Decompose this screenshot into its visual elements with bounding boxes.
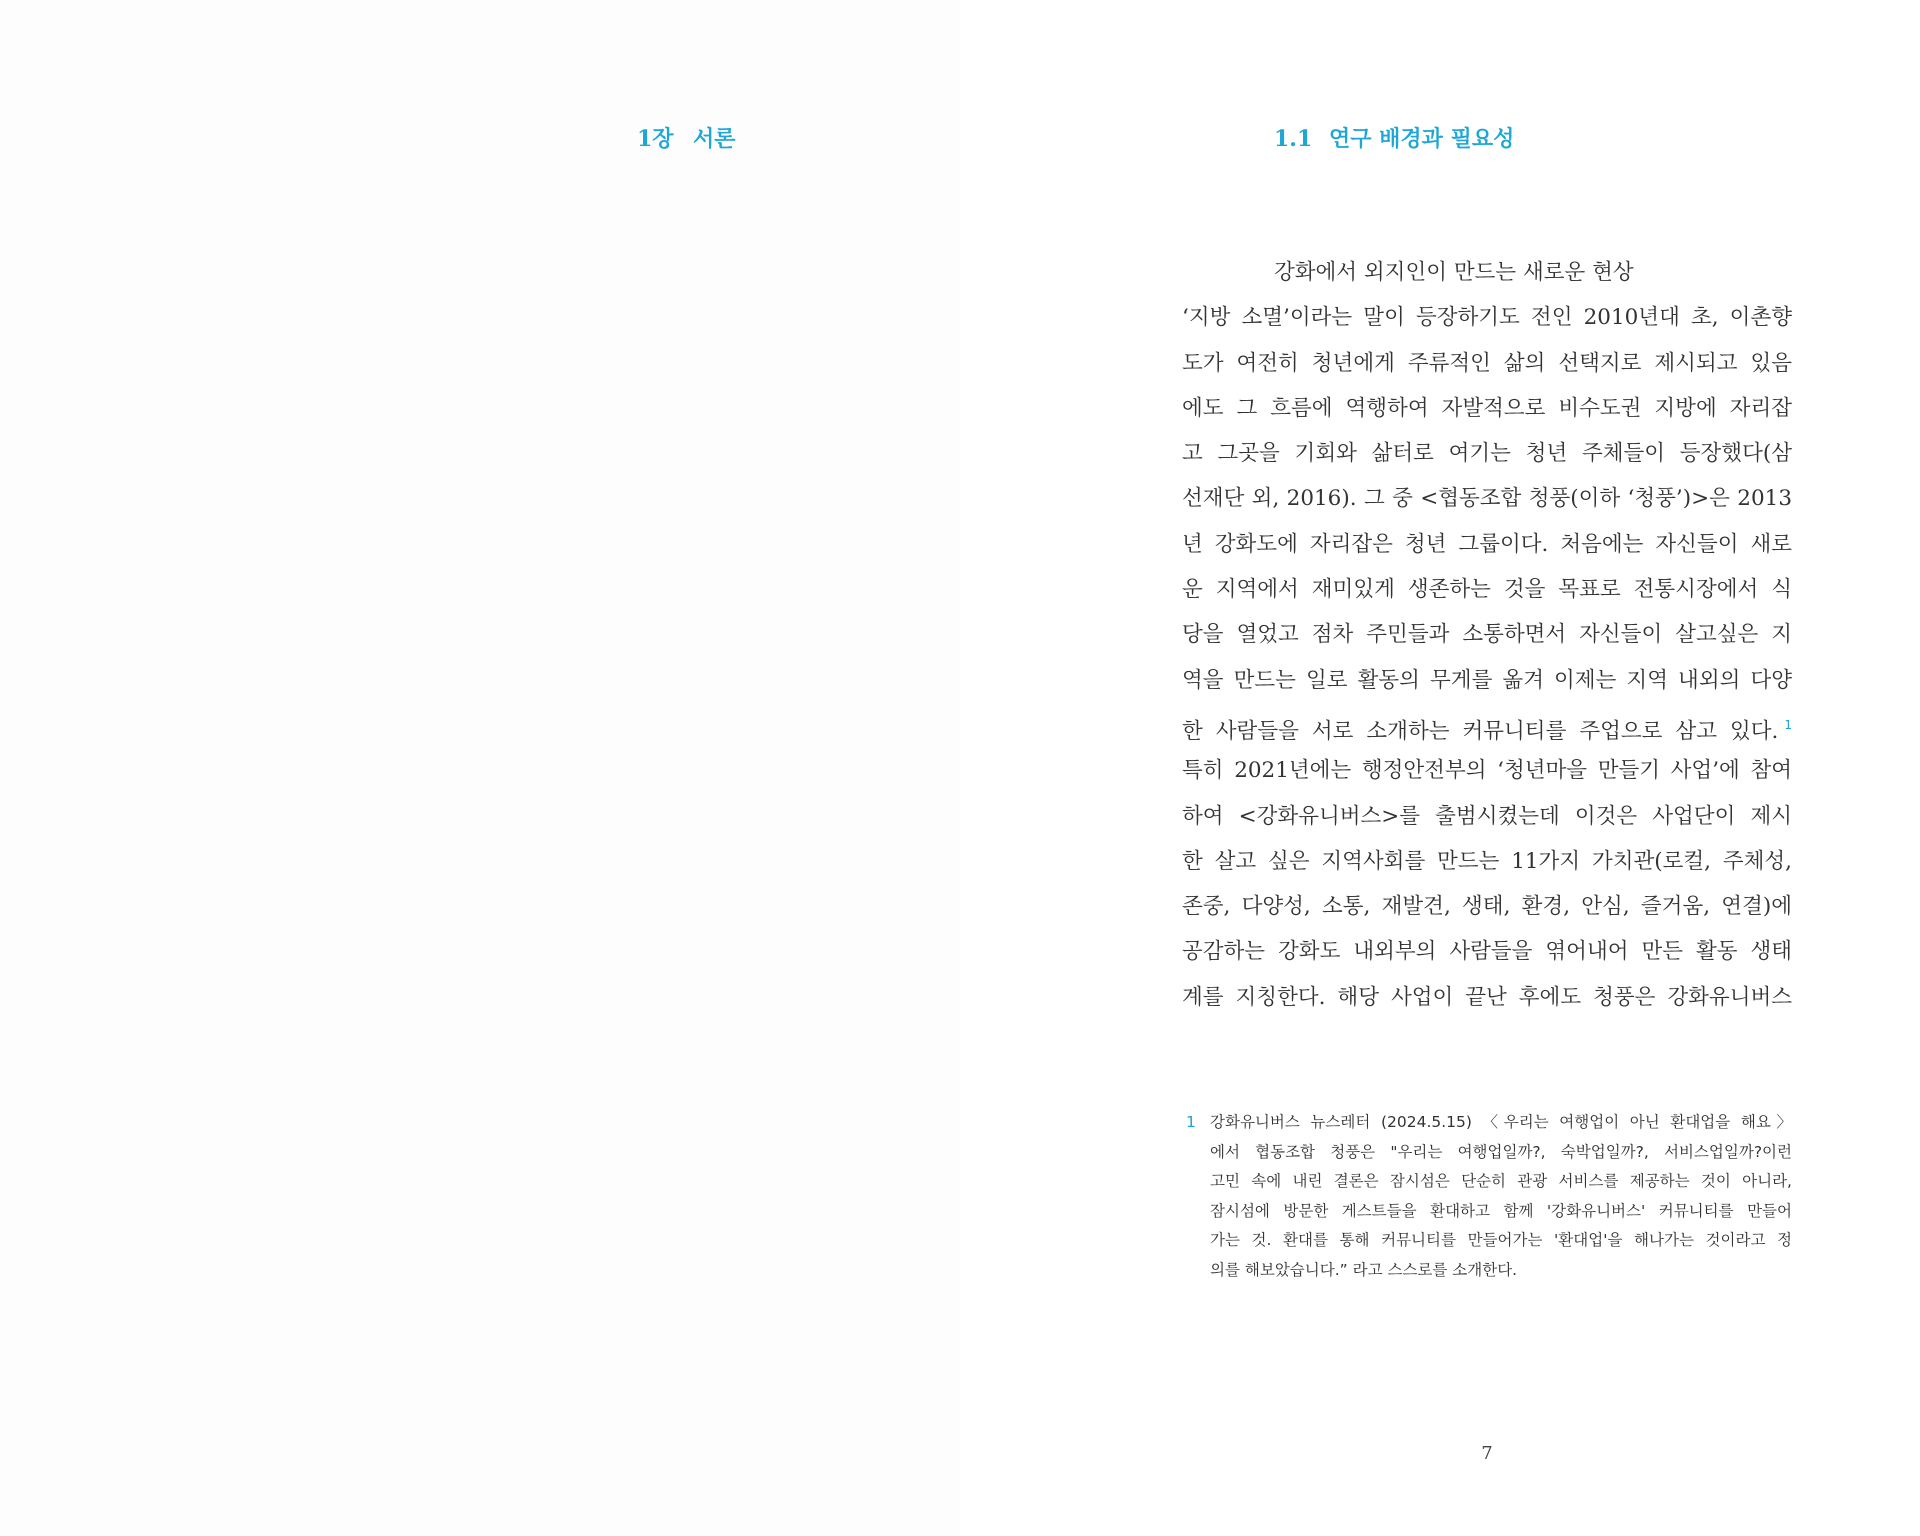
footnote-line: 고민 속에 내린 결론은 잠시섬은 단순히 관광 서비스를 제공하는 것이 아니라, (1210, 1172, 1792, 1190)
body-line-with-footnote (1182, 703, 1792, 748)
page-number: 7 (1481, 1443, 1493, 1464)
section-title: 연구 배경과 필요성 (1329, 126, 1515, 152)
body-line: 도가 여전히 청년에게 주류적인 삶의 선택지로 제시되고 있음 (1182, 350, 1792, 376)
footnote-line: 잠시섬에 방문한 게스트들을 환대하고 함께 '강화유니버스' 커뮤니티를 만들어 (1210, 1201, 1792, 1220)
chapter-number: 1장 (637, 126, 674, 152)
body-line: 특히 2021년에는 행정안전부의 ‘청년마을 만들기 사업’에 참여 (1182, 758, 1792, 784)
body-line: 년 강화도에 자리잡은 청년 그룹이다. 처음에는 자신들이 새로 (1182, 531, 1792, 557)
footnote-line: 강화유니버스 뉴스레터 (2024.5.15) 〈우리는 여행업이 아닌 환대업을 해요〉 (1210, 1113, 1792, 1131)
body-line: ‘지방 소멸’이라는 말이 등장하기도 전인 2010년대 초, 이촌향 (1182, 305, 1792, 331)
body-line: 한 살고 싶은 지역사회를 만드는 11가지 가치관(로컬, 주체성, (1182, 848, 1792, 874)
chapter-title: 서론 (693, 126, 736, 152)
footnote-number: 1 (1186, 1113, 1196, 1131)
body-line: 역을 만드는 일로 활동의 무게를 옮겨 이제는 지역 내외의 다양 (1182, 667, 1792, 693)
section-number: 1.1 (1274, 126, 1313, 152)
body-line: 선재단 외, 2016). 그 중 <협동조합 청풍(이하 ‘청풍’)>은 2013 (1182, 486, 1792, 512)
body-line: 계를 지칭한다. 해당 사업이 끝난 후에도 청풍은 강화유니버스 (1182, 984, 1792, 1010)
body-line: 하여 <강화유니버스>를 출범시켰는데 이것은 사업단이 제시 (1182, 803, 1792, 829)
body-text (1182, 250, 1792, 1020)
body-line: 에도 그 흐름에 역행하여 자발적으로 비수도권 지방에 자리잡 (1182, 395, 1792, 421)
body-line-text: 한 사람들을 서로 소개하는 커뮤니티를 주업으로 삼고 있다. (1182, 718, 1779, 744)
body-line: 당을 열었고 점차 주민들과 소통하면서 자신들이 살고싶은 지 (1182, 622, 1792, 648)
footnote (1210, 1108, 1792, 1285)
body-line: 운 지역에서 재미있게 생존하는 것을 목표로 전통시장에서 식 (1182, 577, 1792, 603)
footnote-marker[interactable]: 1 (1784, 717, 1792, 732)
section-heading (1274, 125, 1534, 153)
body-line: 고 그곳을 기회와 삶터로 여기는 청년 주체들이 등장했다(삼 (1182, 441, 1792, 467)
body-line: 존중, 다양성, 소통, 재발견, 생태, 환경, 안심, 즐거움, 연결)에 (1182, 894, 1792, 920)
chapter-heading (637, 125, 747, 153)
footnote-line: 의를 해보았습니다.” 라고 스스로를 소개한다. (1210, 1260, 1518, 1279)
footnote-line: 에서 협동조합 청풍은 "우리는 여행업일까?, 숙박업일까?, 서비스업일까?이런 (1210, 1142, 1792, 1161)
footnote-line: 가는 것. 환대를 통해 커뮤니티를 만들어가는 '환대업'을 해나가는 것이라고 정 (1210, 1231, 1792, 1249)
section-subtitle: 강화에서 외지인이 만드는 새로운 현상 (1274, 260, 1634, 285)
body-line: 공감하는 강화도 내외부의 사람들을 엮어내어 만든 활동 생태 (1182, 939, 1792, 965)
